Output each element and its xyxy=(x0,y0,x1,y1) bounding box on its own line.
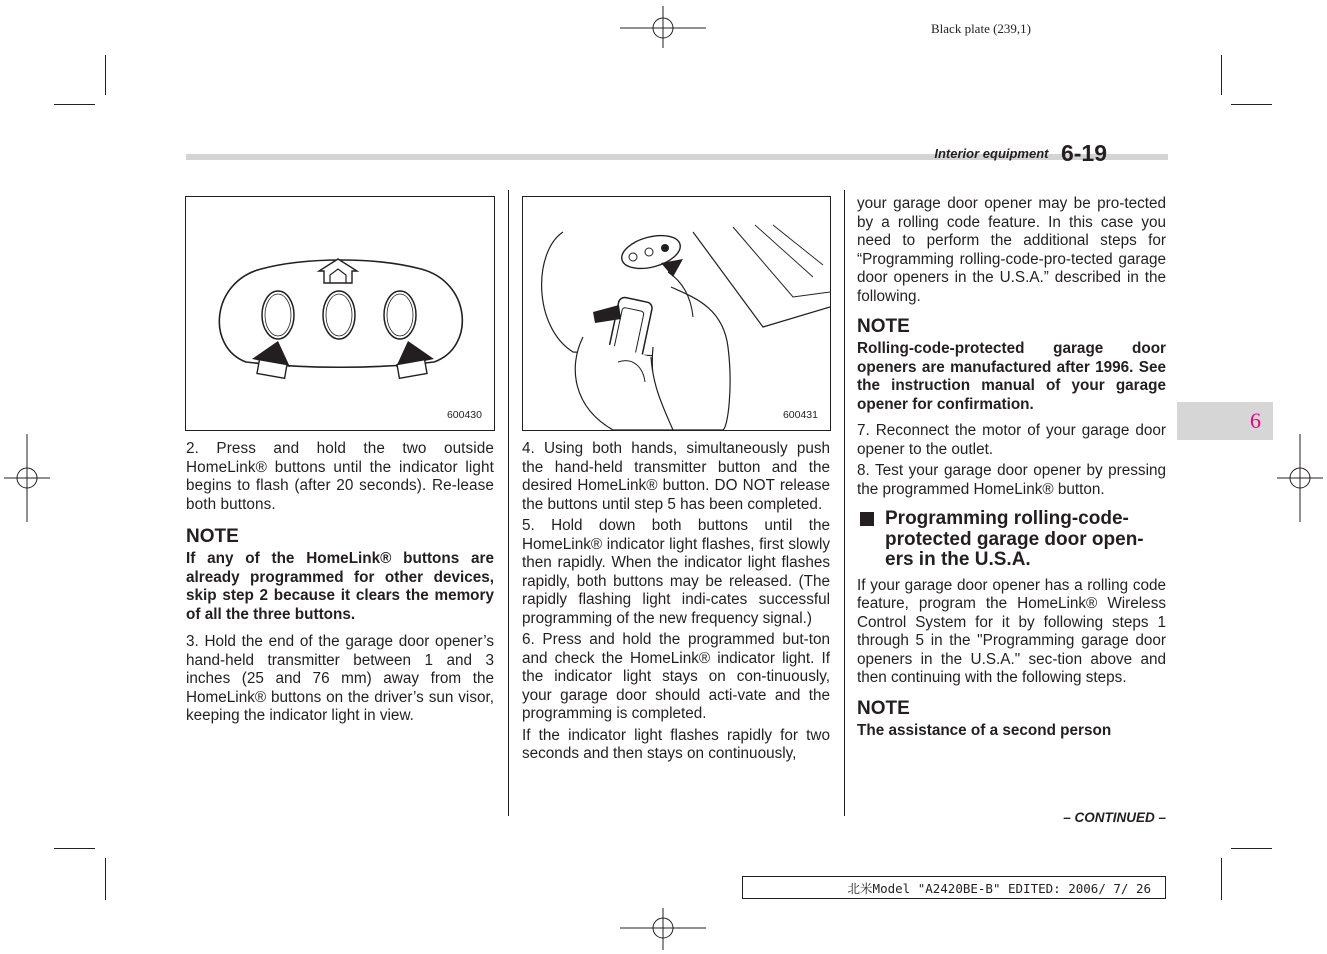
crop-mark xyxy=(1231,104,1272,105)
note-heading: NOTE xyxy=(857,697,910,719)
column-2 xyxy=(522,440,830,764)
continued-paragraph: your garage door opener may be pro-tected by a rolling code feature. In this case you need to perform the additional steps for “Programming rolling-code-pro-tected garage door openers in the U.S.A.” described in the following. xyxy=(857,195,1166,305)
crop-mark xyxy=(105,55,106,95)
registration-mark-icon xyxy=(1277,434,1323,522)
note-heading: NOTE xyxy=(186,526,239,547)
note-heading: NOTE xyxy=(857,316,910,337)
step-6: 6. Press and hold the programmed but-ton and check the HomeLink® indicator light. If the indicator light stays on con-tinuously, your garage door should acti-vate and the programming is completed. xyxy=(522,631,830,722)
crop-mark xyxy=(105,858,106,900)
figure-homelink-buttons xyxy=(185,196,495,431)
figure-programming-hands xyxy=(522,196,831,431)
column-1 xyxy=(186,440,494,726)
chapter-number: 6 xyxy=(1250,408,1261,433)
square-bullet-icon xyxy=(860,512,874,526)
step-7: 7. Reconnect the motor of your garage door opener to the outlet. xyxy=(857,422,1166,458)
crop-mark xyxy=(1221,55,1222,95)
crop-mark xyxy=(54,848,95,849)
section-heading xyxy=(857,509,1166,571)
note-text: Rolling-code-protected garage door openers are manufactured after 1996. See the instruction manual of your garage opener for confirmation. xyxy=(857,340,1166,413)
section-paragraph: If your garage door opener has a rolling code feature, program the HomeLink® Wireless Control System for it by following steps 1 through 5 in the "Programming garage door openers in the U.S.A." sec-tion above and then continuing with the following steps. xyxy=(857,576,1166,686)
footer-text: 北米Model "A2420BE-B" EDITED: 2006/ 7/ 26 xyxy=(847,881,1151,896)
section-heading-text: Programming rolling-code-protected garage door open-ers in the U.S.A. xyxy=(885,508,1144,570)
step-2: 2. Press and hold the two outside HomeLink® buttons until the indicator light begins to flash (after 20 seconds). Re-lease both buttons. xyxy=(186,440,494,513)
plate-label: Black plate (239,1) xyxy=(931,21,1031,36)
step-4: 4. Using both hands, simultaneously push the hand-held transmitter button and the desired HomeLink® button. DO NOT release the buttons until step 5 has been completed. xyxy=(522,440,830,513)
footer-edition-box xyxy=(742,876,1166,899)
section-title: Interior equipment xyxy=(934,146,1049,161)
registration-mark-icon xyxy=(4,434,50,522)
step-3: 3. Hold the end of the garage door opener’s hand-held transmitter between 1 and 3 inches (25 and 76 mm) away from the HomeLink® buttons on the driver’s sun visor, keeping the indicator light in view. xyxy=(186,633,494,724)
note-text: The assistance of a second person xyxy=(857,721,1112,739)
column-divider xyxy=(844,190,845,816)
page-header xyxy=(934,140,1107,167)
column-divider xyxy=(508,190,509,816)
figure-code: 600431 xyxy=(782,409,818,421)
crop-mark xyxy=(1221,858,1222,900)
step-5: 5. Hold down both buttons until the HomeLink® indicator light flashes, first slowly then rapidly. When the indicator light flashes rapidly, both buttons may be released. (The rapidly flashing light indi-cates successful programming of the new frequency signal.) xyxy=(522,517,830,627)
column-3 xyxy=(857,195,1166,740)
chapter-tab xyxy=(1177,402,1273,440)
homelink-panel-illustration xyxy=(186,197,494,430)
step-8: 8. Test your garage door opener by pressing the programmed HomeLink® button. xyxy=(857,462,1166,498)
registration-mark-icon xyxy=(618,6,708,48)
registration-mark-icon xyxy=(618,908,708,950)
figure-code: 600430 xyxy=(446,409,482,421)
hands-transmitter-illustration xyxy=(523,197,830,430)
page-number: 6-19 xyxy=(1060,140,1107,166)
crop-mark xyxy=(54,104,95,105)
crop-mark xyxy=(1231,848,1272,849)
continued-label: – CONTINUED – xyxy=(1063,810,1166,825)
flash-paragraph: If the indicator light flashes rapidly for two seconds and then stays on continuously, xyxy=(522,726,830,762)
note-text: If any of the HomeLink® buttons are already programmed for other devices, skip step 2 because it clears the memory of all the three buttons. xyxy=(186,550,494,623)
